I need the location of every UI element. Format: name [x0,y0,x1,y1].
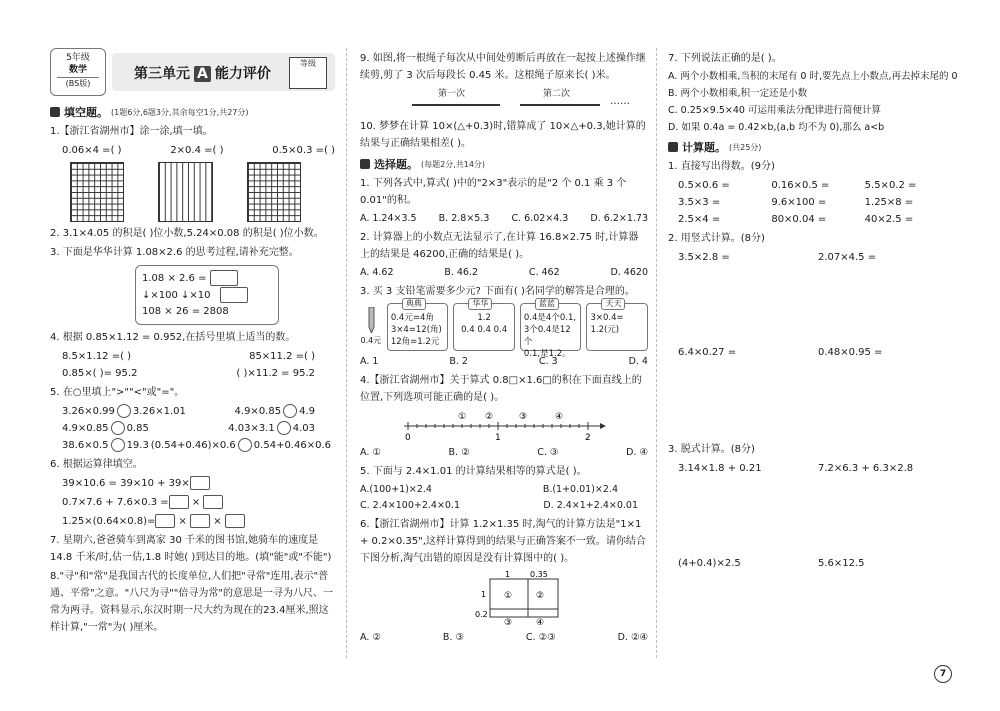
option-a[interactable]: A. 1.24×3.5 [360,213,417,224]
option-a[interactable]: A. ① [360,447,381,458]
area-diagram [360,569,648,627]
answer-box[interactable] [220,287,248,303]
tick-label: 1 [495,433,501,442]
option-d[interactable]: D. 4620 [610,267,648,278]
compute-3: 3. 脱式计算。(8分) [668,444,755,455]
region-mark: ② [536,591,545,601]
compare-circle[interactable] [238,438,252,452]
point-mark: ① [458,412,467,422]
step-item[interactable]: 5.6×12.5 [818,558,865,569]
q6-a: 39×10.6 = 39×10 + 39× [50,475,335,492]
page-number: 7 [934,665,952,683]
compare-circle[interactable] [111,438,125,452]
option-a[interactable]: A. 4.62 [360,267,394,278]
q3-line-3: 108 × 26 = 2808 [142,306,229,317]
q5-row-3: 38.6×0.5 19.3 (0.54+0.46)×0.6 0.54+0.46×0.6 [62,440,331,451]
choice-3: 3. 买 3 支铅笔需要多少元? 下面有( )名同学的解答是合理的。 [360,286,635,297]
answer-box[interactable] [169,495,189,509]
compute-1: 1. 直接写出得数。(9分) [668,161,775,172]
column-divider [346,48,347,658]
vertical-item[interactable]: 6.4×0.27 = [678,347,737,358]
option-d[interactable]: D. ②④ [617,632,648,643]
answer-box[interactable] [190,514,210,528]
vertical-item[interactable]: 0.48×0.95 = [818,347,883,358]
answer-box[interactable] [210,270,238,286]
choice-1-options [360,211,648,227]
hundred-grid[interactable] [247,162,301,222]
option-c[interactable]: C. ③ [537,447,559,458]
tick-label: 2 [585,433,591,442]
step-calc-grid [668,460,958,572]
option-c[interactable]: C. 6.02×4.3 [511,213,569,224]
edition-label: (BS版) [57,77,99,90]
q4-blank-c[interactable]: 0.85×( )= 95.2 [62,368,138,379]
choice-6: 6.【浙江省湖州市】计算 1.2×1.35 时,淘气的计算方法是"1×1 + 0.2×0.35",这样计算得到的结果与正确答案不一致。请你结合下图分析,淘气出错的原因是没有计算图中的( )。 [360,519,646,564]
column-3 [668,48,958,572]
choice-2-options [360,265,648,281]
section-icon [50,107,60,117]
grade-label: 5年级 [66,53,90,63]
tick-label: 0 [405,433,411,442]
question-7: 7. 星期六,爸爸骑车到离家 30 千米的图书馆,她骑车的速度是 14.8 千米/时,估一估,1.8 时她( )到达目的地。(填"能"或"不能") [50,535,332,563]
q4-blank-d[interactable]: ( )×11.2 = 95.2 [236,368,315,379]
solution-card: 华华 1.2 0.4 0.4 0.4 [453,303,515,351]
grade-box[interactable]: 等级 [289,57,327,89]
region-mark: ③ [504,618,513,627]
question-3: 3. 下面是华华计算 1.08×2.6 的思考过程,请补充完整。 [50,247,299,258]
q1-blank-a[interactable]: 0.06×4 =( ) [62,145,122,156]
q5-row-1: 3.26×0.99 3.26×1.01 4.9×0.85 4.9 [62,406,315,417]
tenths-strip[interactable] [158,162,212,222]
answer-box[interactable] [190,476,210,490]
unit-header [50,48,335,96]
choice-6-options [360,630,648,646]
vertical-item[interactable]: 2.07×4.5 = [818,252,877,263]
option-d[interactable]: D. ④ [626,447,648,458]
answer-box[interactable] [203,495,223,509]
q1-grids [70,162,335,222]
compare-circle[interactable] [283,404,297,418]
oral-item[interactable]: 0.5×0.6 = [678,180,730,191]
step-item[interactable]: 3.14×1.8 + 0.21 [678,463,762,474]
vertical-calc-grid [668,249,958,439]
q1-expressions [50,142,335,159]
vertical-item[interactable]: 3.5×2.8 = [678,252,730,263]
question-10: 10. 梦梦在计算 10×(△+0.3)时,错算成了 10×△+0.3,她计算的结果与正确结果相差( )。 [360,121,646,149]
q1-blank-c[interactable]: 0.5×0.3 =( ) [272,145,335,156]
option-a[interactable]: A. 两个小数相乘,当积的末尾有 0 时,要先点上小数点,再去掉末尾的 0 [668,71,958,82]
q3-line-1: 1.08 × 2.6 = [142,270,272,287]
option-d[interactable]: D. 6.2×1.73 [590,213,648,224]
rope-line [520,104,600,106]
q4-row-1 [50,348,335,365]
question-8: 8."寻"和"常"是我国古代的长度单位,人们把"寻常"连用,表示"普通、平常"之意。"八尺为寻""倍寻为常"的意思是一寻为八尺、一常为两寻。资料显示,东汉时期一尺大约为现在的23.4厘米,照这样计算,"一常"为( )厘米。 [50,571,333,633]
option-b[interactable]: B. ② [448,447,470,458]
option-c[interactable]: C. ②③ [525,632,556,643]
oral-item[interactable]: 1.25×8 = [864,197,914,208]
column-divider [656,48,657,658]
section-compute: 计算题。 (共25分) [668,139,958,155]
option-a[interactable]: A.(100+1)×2.4 [360,484,432,495]
answer-box[interactable] [155,514,175,528]
q3-calc-box [135,265,279,325]
q6-c: 1.25×(0.64×0.8)= × × [50,513,335,530]
choice-5-options-2 [360,498,648,514]
choice-2: 2. 计算器上的小数点无法显示了,在计算 16.8×2.75 时,计算器上的结果是 46200,正确的结果是( )。 [360,232,639,260]
number-line [360,408,648,442]
subject-label: 数学 [68,65,87,75]
option-b[interactable]: B. ③ [442,632,464,643]
choice-5: 5. 下面与 2.4×1.01 的计算结果相等的算式是( )。 [360,466,587,477]
choice-4-options [360,445,648,461]
option-d[interactable]: D. 如果 0.4a = 0.42×b,(a,b 均不为 0),那么 a<b [668,122,885,133]
hundred-grid[interactable] [70,162,124,222]
section-choice: 选择题。 (每题2分,共14分) [360,156,648,172]
option-c[interactable]: C. 2.4×100+2.4×0.1 [360,500,461,511]
pencil-icon [366,307,376,333]
q9-rope-figure: 第一次 第二次 …… [360,86,648,116]
svg-text:0.35: 0.35 [530,570,548,579]
solution-card: 蓝蓝 0.4是4个0.1, 3个0.4是12个 0.1,是1.2。 [520,303,582,351]
option-b[interactable]: B. 46.2 [444,267,479,278]
q4-row-2 [50,365,335,382]
option-a[interactable]: A. ② [360,632,381,643]
solution-card: 典典 0.4元=4角 3×4=12(角) 12角=1.2元 [387,303,449,351]
question-2: 2. 3.1×4.05 的积是( )位小数,5.24×0.08 的积是( )位小数。 [50,228,324,239]
pencil: 0.4元 [360,303,382,351]
choice-1: 1. 下列各式中,算式( )中的"2×3"表示的是"2 个 0.1 乘 3 个 0.01"的积。 [360,178,627,206]
solution-card: 天天 3×0.4= 1.2(元) [586,303,648,351]
oral-calc-grid [668,177,958,228]
section-icon [668,142,678,152]
rope-line [412,104,500,106]
section-icon [360,159,370,169]
option-b[interactable]: B.(1+0.01)×2.4 [542,484,618,495]
question-9: 9. 如图,将一根绳子每次从中间处剪断后再放在一起按上述操作继续剪,剪了 3 次后每段长 0.45 米。这根绳子原来长( )米。 [360,53,646,81]
question-6: 6. 根据运算律填空。 [50,459,143,470]
region-mark: ① [504,591,513,601]
option-b[interactable]: B. 2 [449,356,468,367]
svg-text:0.2: 0.2 [475,610,488,619]
oral-item[interactable]: 80×0.04 = [771,214,827,225]
point-mark: ③ [519,412,528,422]
page-title: 第三单元 A 能力评价 [134,66,271,82]
step-item[interactable]: 7.2×6.3 + 6.3×2.8 [818,463,914,474]
option-c[interactable]: C. 0.25×9.5×40 可运用乘法分配律进行简便计算 [668,105,881,116]
compute-2: 2. 用竖式计算。(8分) [668,233,765,244]
option-d[interactable]: D. 2.4×1+2.4×0.01 [543,500,638,511]
choice-7: 7. 下列说法正确的是( )。 [668,53,782,64]
compare-circle[interactable] [277,421,291,435]
point-mark: ② [485,412,494,422]
option-b[interactable]: B. 两个小数相乘,积一定还是小数 [668,88,808,99]
level-badge: A [194,66,211,82]
oral-item[interactable]: 3.5×3 = [678,197,721,208]
oral-item[interactable]: 9.6×100 = [771,197,827,208]
option-d[interactable]: D. 4 [628,356,648,367]
column-1 [50,100,335,638]
question-5: 5. 在○里填上">""<"或"="。 [50,387,185,398]
choice-4: 4.【浙江省湖州市】关于算式 0.8□×1.6□的积在下面直线上的位置,下列选项可能正确的是( )。 [360,375,642,403]
q5-row-2: 4.9×0.85 0.85 4.03×3.1 4.03 [62,423,315,434]
svg-text:1: 1 [481,590,487,599]
q3-line-2: ↓×100 ↓×10 [142,287,272,304]
title-bar [112,53,335,91]
compare-circle[interactable] [117,404,131,418]
q4-blank-a[interactable]: 8.5×1.12 =( ) [62,351,132,362]
choice-3-options [360,354,648,370]
choice-3-cards [360,299,648,359]
question-4: 4. 根据 0.85×1.12 = 0.952,在括号里填上适当的数。 [50,332,296,343]
oral-item[interactable]: 40×2.5 = [864,214,914,225]
q4-blank-b[interactable]: 85×11.2 =( ) [249,351,315,362]
oral-item[interactable]: 0.16×0.5 = [771,180,830,191]
q6-b: 0.7×7.6 + 7.6×0.3 = × [50,494,335,511]
q1-blank-b[interactable]: 2×0.4 =( ) [170,145,224,156]
oral-item[interactable]: 2.5×4 = [678,214,721,225]
compare-circle[interactable] [111,421,125,435]
answer-box[interactable] [225,514,245,528]
grade-badge [50,48,106,96]
column-2 [360,48,648,646]
point-mark: ④ [555,412,564,422]
option-a[interactable]: A. 1 [360,356,379,367]
option-c[interactable]: C. 3 [538,356,558,367]
option-b[interactable]: B. 2.8×5.3 [438,213,490,224]
section-fill: 填空题。 (1题6分,6题3分,其余每空1分,共27分) [50,104,335,120]
region-mark: ④ [536,618,545,627]
choice-5-options-1 [360,482,648,498]
oral-item[interactable]: 5.5×0.2 = [864,180,917,191]
question-1: 1.【浙江省湖州市】涂一涂,填一填。 [50,126,213,137]
step-item[interactable]: (4+0.4)×2.5 [678,558,741,569]
option-c[interactable]: C. 462 [528,267,560,278]
svg-text:1: 1 [505,570,511,579]
